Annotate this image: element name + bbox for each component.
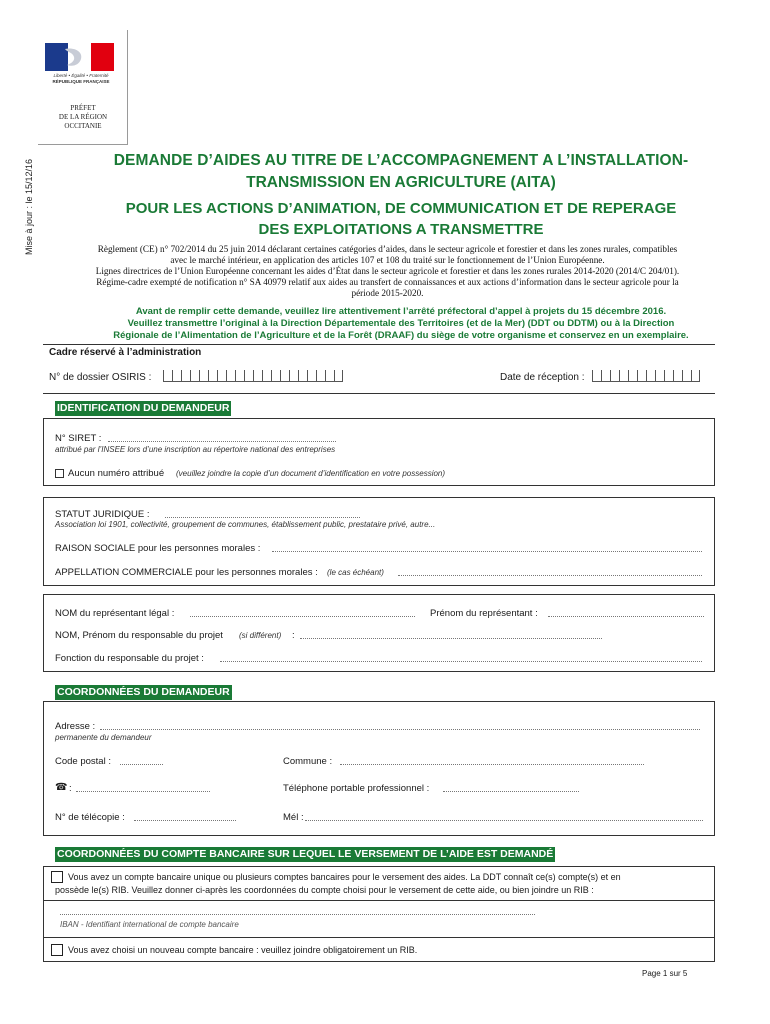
osiris-digit-box[interactable]: [226, 370, 235, 382]
fonction-label: Fonction du responsable du projet :: [55, 653, 204, 664]
bank-option1-checkbox[interactable]: [51, 871, 63, 883]
warning-line-1: Avant de remplir cette demande, veuillez lire attentivement l’arrêté préfectoral d’appel à projets du 15 décembre 2016.: [135, 306, 667, 317]
raison-sociale-label: RAISON SOCIALE pour les personnes morales :: [55, 543, 261, 554]
republic-motto: Liberté • Égalité • Fraternité: [53, 73, 109, 78]
osiris-digit-box[interactable]: [253, 370, 262, 382]
date-digit-box[interactable]: [655, 370, 664, 382]
statut-input[interactable]: [165, 508, 360, 518]
warning-line-2: Veuillez transmettre l’original à la Direction Départementale des Territoires (et de la Mer) (DDT ou DDTM) ou à la Direction: [127, 318, 675, 329]
responsable-input[interactable]: [300, 629, 602, 639]
osiris-digit-box[interactable]: [280, 370, 289, 382]
title-line-3: POUR LES ACTIONS D’ANIMATION, DE COMMUNICATION ET DE REPERAGE: [125, 200, 677, 217]
osiris-number-boxes[interactable]: [163, 370, 343, 382]
siret-input[interactable]: [108, 432, 336, 442]
date-digit-box[interactable]: [592, 370, 601, 382]
appellation-input[interactable]: [398, 566, 702, 576]
regulation-line-3: Lignes directrices de l’Union Européenne concernant les aides d’État dans le secteur agricole et forestier et dans les zones rurales 2014-2020 (2014/C 204/01).: [95, 266, 680, 276]
osiris-digit-box[interactable]: [217, 370, 226, 382]
responsable-label: NOM, Prénom du responsable du projet: [55, 630, 223, 641]
bank-option1-line1: Vous avez un compte bancaire unique ou plusieurs comptes bancaires pour le versement des aides. La DDT connaît ce(s) compte(s) et en: [68, 872, 621, 882]
osiris-digit-box[interactable]: [307, 370, 316, 382]
regulation-line-2: avec le marché intérieur, en application des articles 107 et 108 du traité sur le fonctionnement de l’Union Européenne.: [170, 255, 605, 265]
page-number: Page 1 sur 5: [642, 969, 688, 978]
prenom-representant-label: Prénom du représentant :: [430, 608, 538, 619]
mobile-label: Téléphone portable professionnel :: [283, 783, 430, 794]
coordonnees-heading: COORDONNÉES DU DEMANDEUR: [57, 686, 230, 698]
fax-input[interactable]: [134, 811, 236, 821]
phone-icon: ☎: [55, 782, 68, 793]
osiris-digit-box[interactable]: [271, 370, 280, 382]
osiris-digit-box[interactable]: [163, 370, 172, 382]
regulation-line-5: période 2015-2020.: [351, 288, 424, 298]
adresse-input[interactable]: [100, 720, 700, 730]
prefet-line-2: DE LA RÉGION: [58, 113, 108, 121]
responsable-hint: (si différent): [239, 631, 282, 640]
osiris-digit-box[interactable]: [172, 370, 181, 382]
prenom-representant-input[interactable]: [548, 607, 704, 617]
fax-label: N° de télécopie :: [55, 812, 125, 823]
marianne-logo-icon: [45, 43, 114, 71]
date-digit-box[interactable]: [691, 370, 700, 382]
date-digit-box[interactable]: [646, 370, 655, 382]
date-digit-box[interactable]: [664, 370, 673, 382]
siret-label: N° SIRET :: [55, 433, 102, 444]
reception-date-label: Date de réception :: [500, 372, 585, 383]
fonction-input[interactable]: [220, 652, 702, 662]
osiris-digit-box[interactable]: [190, 370, 199, 382]
date-digit-box[interactable]: [673, 370, 682, 382]
bank-heading: COORDONNÉES DU COMPTE BANCAIRE SUR LEQUEL LE VERSEMENT DE L’AIDE EST DEMANDÉ: [57, 848, 554, 860]
title-line-1: DEMANDE D’AIDES AU TITRE DE L’ACCOMPAGNEMENT A L’INSTALLATION-: [113, 152, 689, 169]
title-line-4: DES EXPLOITATIONS A TRANSMETTRE: [258, 221, 544, 238]
bank-option2-checkbox[interactable]: [51, 944, 63, 956]
commune-input[interactable]: [340, 755, 644, 765]
adresse-hint: permanente du demandeur: [55, 733, 152, 742]
osiris-digit-box[interactable]: [316, 370, 325, 382]
no-number-checkbox[interactable]: [55, 469, 64, 478]
regulation-line-1: Règlement (CE) n° 702/2014 du 25 juin 2014 déclarant certaines catégories d’aides, dans le secteur agricole et forestier et dans les zones rurales, compatibles: [97, 244, 678, 254]
osiris-digit-box[interactable]: [208, 370, 217, 382]
appellation-hint: (le cas échéant): [327, 568, 384, 577]
code-postal-label: Code postal :: [55, 756, 111, 767]
bank-option1-line2: possède le(s) RIB. Veuillez donner ci-après les coordonnées du compte choisi pour le versement de cette aide, ou bien joindre un RIB :: [55, 885, 594, 895]
mobile-input[interactable]: [443, 782, 579, 792]
osiris-label: N° de dossier OSIRIS :: [49, 372, 152, 383]
osiris-digit-box[interactable]: [325, 370, 334, 382]
date-digit-box[interactable]: [682, 370, 691, 382]
osiris-digit-box[interactable]: [244, 370, 253, 382]
prefet-line-3: OCCITANIE: [64, 122, 102, 130]
iban-input[interactable]: [60, 905, 535, 915]
iban-hint: IBAN - Identifiant international de compte bancaire: [60, 920, 239, 929]
date-digit-box[interactable]: [610, 370, 619, 382]
title-line-2: TRANSMISSION EN AGRICULTURE (AITA): [246, 174, 556, 191]
raison-sociale-input[interactable]: [272, 542, 702, 552]
mel-input[interactable]: [305, 811, 703, 821]
prefet-line-1: PRÉFET: [70, 104, 96, 112]
osiris-digit-box[interactable]: [181, 370, 190, 382]
osiris-digit-box[interactable]: [199, 370, 208, 382]
identification-heading: IDENTIFICATION DU DEMANDEUR: [57, 402, 230, 414]
no-number-hint: (veuillez joindre la copie d’un document d’identification en votre possession): [176, 469, 446, 478]
osiris-digit-box[interactable]: [289, 370, 298, 382]
date-digit-box[interactable]: [637, 370, 646, 382]
siret-hint: attribué par l’INSEE lors d’une inscription au répertoire national des entreprises: [55, 445, 336, 454]
adresse-label: Adresse :: [55, 721, 96, 732]
update-date: Mise à jour : le 15/12/16: [24, 158, 34, 255]
statut-hint: Association loi 1901, collectivité, groupement de communes, établissement public, prestataire privé, autre...: [55, 520, 436, 529]
no-number-label: Aucun numéro attribué: [68, 468, 165, 479]
phone-label: :: [69, 783, 72, 794]
nom-representant-input[interactable]: [190, 607, 415, 617]
osiris-digit-box[interactable]: [334, 370, 343, 382]
warning-line-3: Régionale de l’Alimentation de l’Agriculture et de la Forêt (DRAAF) du siège de votre organisme et conservez en un exemplaire.: [113, 330, 689, 341]
statut-label: STATUT JURIDIQUE :: [55, 509, 150, 520]
phone-input[interactable]: [76, 782, 210, 792]
commune-label: Commune :: [283, 756, 333, 767]
appellation-label: APPELLATION COMMERCIALE pour les personnes morales :: [55, 567, 318, 578]
admin-label: Cadre réservé à l’administration: [49, 347, 202, 358]
republic-label: RÉPUBLIQUE FRANÇAISE: [52, 79, 110, 84]
mel-label: Mél :: [283, 812, 304, 823]
bank-option2-label: Vous avez choisi un nouveau compte bancaire : veuillez joindre obligatoirement un RIB.: [68, 945, 418, 955]
date-digit-box[interactable]: [628, 370, 637, 382]
osiris-digit-box[interactable]: [235, 370, 244, 382]
code-postal-input[interactable]: [120, 755, 163, 765]
osiris-digit-box[interactable]: [262, 370, 271, 382]
osiris-digit-box[interactable]: [298, 370, 307, 382]
regulation-line-4: Régime-cadre exempté de notification n° SA 40979 relatif aux aides au transfert de connaissances et aux actions d’information dans le secteur agricole pour la: [96, 277, 679, 287]
date-digit-box[interactable]: [601, 370, 610, 382]
nom-representant-label: NOM du représentant légal :: [55, 608, 175, 619]
reception-date-boxes[interactable]: [592, 370, 700, 382]
date-digit-box[interactable]: [619, 370, 628, 382]
responsable-colon: :: [292, 630, 295, 641]
